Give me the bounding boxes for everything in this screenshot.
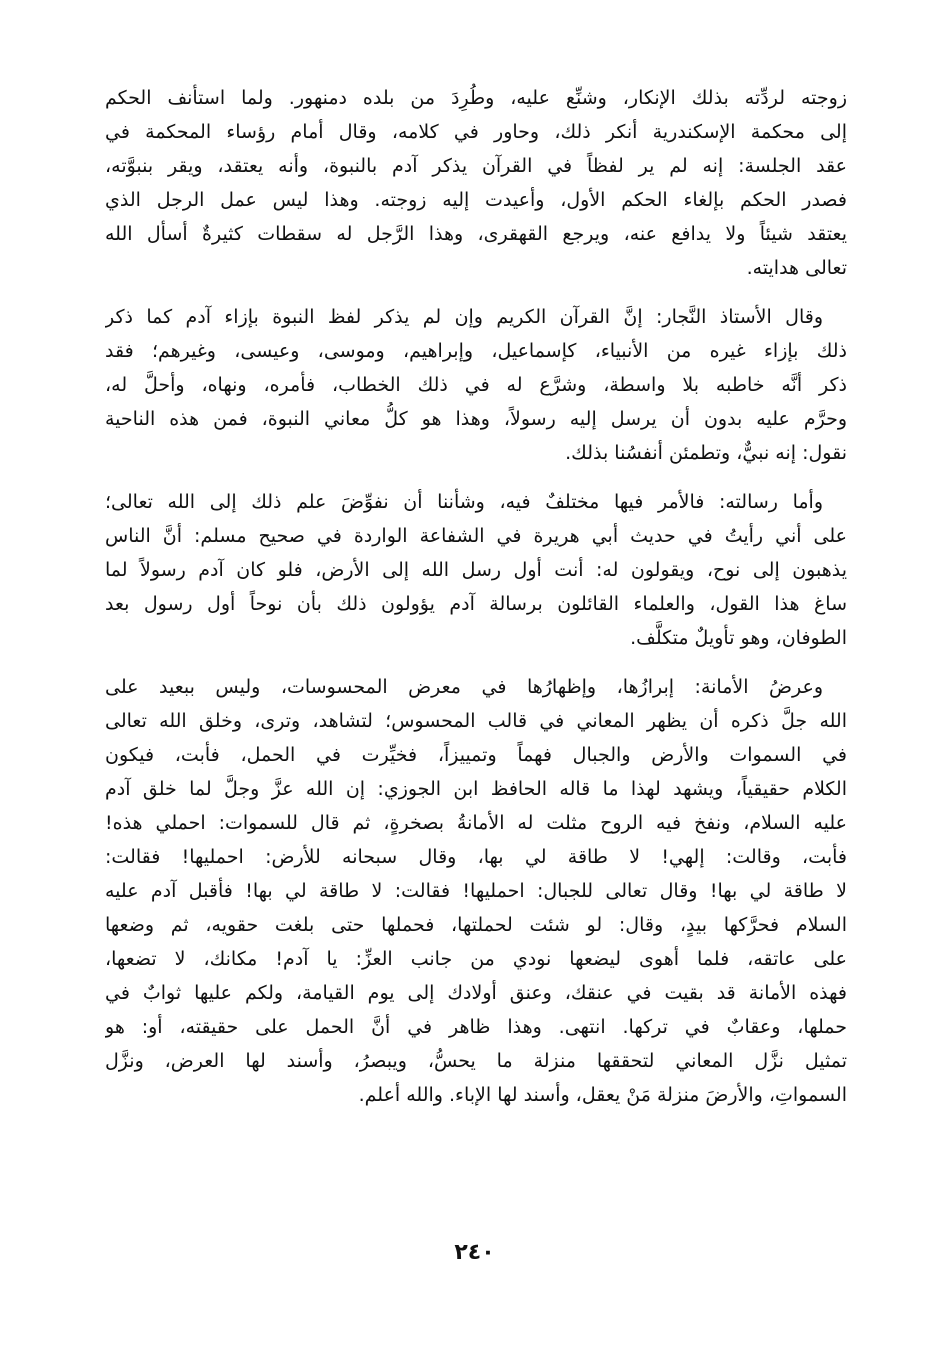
text-line: الطوفان، وهو تأويلٌ متكلَّف. <box>630 627 847 649</box>
paragraph <box>105 81 847 285</box>
text-line: الكلام حقيقياً، ويشهد لهذا ما قاله الحافظ ابن الجوزي: إن الله عزَّ وجلَّ لما خلق آدم <box>105 778 847 800</box>
paragraph <box>105 300 847 470</box>
text-line: على عاتقه، فلما أهوى ليضعها نودي من جانب العزِّ: يا آدم! مكانك، لا تضعها، <box>105 948 847 970</box>
text-line: زوجته لردِّته بذلك الإنكار، وشنِّع عليه، وطُرِدَ من بلده دمنهور. ولما استأنف الحكم <box>105 87 847 109</box>
paragraph <box>105 670 847 1112</box>
text-line: يعتقد شيئاً ولا يدافع عنه، ويرجع القهقرى، وهذا الرَّجل له سقطات كثيرةٌ أسأل الله <box>105 223 847 245</box>
text-line: فهذه الأمانة قد بقيت في عنقك، وعنق أولادك إلى يوم القيامة، ولكم عليها ثوابٌ في <box>105 982 847 1004</box>
text-line: ذكر أنَّه خاطبه بلا واسطة، وشرَّع له في ذلك الخطاب، فأمره، ونهاه، وأحلَّ له، <box>105 374 847 396</box>
text-line: تعالى هدايته. <box>746 257 847 279</box>
text-line: عقد الجلسة: إنه لم ير لفظاً في القرآن يذكر آدم بالنبوة، وأنه يعتقد، ويقر بنبوَّته، <box>105 155 847 177</box>
text-line: وحرَّم عليه بدون أن يرسل إليه رسولاً، وهذا هو كلُّ معاني النبوة، فمن هذه الناحية <box>105 408 847 430</box>
text-line: عليه السلام، ونفخ فيه الروح مثلت له الأمانةُ بصخرةٍ، ثم قال للسموات: احملي هذه! <box>105 812 847 834</box>
text-line: ساغ هذا القول، والعلماء القائلون برسالة آدم يؤولون ذلك بأن نوحاً أول رسول بعد <box>105 593 847 615</box>
page-body <box>105 81 847 1112</box>
text-line: الله جلَّ ذكره أن يظهر المعاني في قالب المحسوس؛ لتشاهد، وترى، وخلق الله تعالى <box>105 710 847 732</box>
text-line: وعرضُ الأمانة: إبرازُها، وإظهارُها في معرض المحسوسات، وليس ببعيد على <box>105 676 823 698</box>
text-line: تمثيل نزَّل المعاني لتحققها منزلة ما يحسُّ، ويبصرُ، وأسند لها العرض، ونزَّل <box>105 1050 847 1072</box>
text-line: فصدر الحكم بإلغاء الحكم الأول، وأعيدت إليه زوجته. وهذا ليس عمل الرجل الذي <box>105 189 847 211</box>
text-line: نقول: إنه نبيٌّ، وتطمئن أنفسُنا بذلك. <box>565 442 847 464</box>
text-line: ذلك بإزاء غيره من الأنبياء، كإسماعيل، وإبراهيم، وموسى، وعيسى، وغيرهم؛ فقد <box>105 340 847 362</box>
text-line: على أني رأيتُ في حديث أبي هريرة في الشفاعة الواردة في صحيح مسلم: أنَّ الناس <box>105 525 847 547</box>
text-line: وقال الأستاذ النَّجار: إنَّ القرآن الكريم وإن لم يذكر لفظ النبوة بإزاء آدم كما ذكر <box>105 306 823 328</box>
page-number: ٢٤٠ <box>454 1240 495 1265</box>
text-line: حملها، وعقابٌ في تركها. انتهى. وهذا ظاهر في أنَّ الحمل على حقيقته، أو: هو <box>105 1016 847 1038</box>
text-line: السلام فحرَّكها بيدٍ، وقال: لو شئت لحملتها، فحملها حتى بلغت حقويه، ثم وضعها <box>105 914 847 936</box>
text-line: فأبت، وقالت: إلهي! لا طاقة لي بها، وقال سبحانه للأرض: احمليها! فقالت: <box>105 846 847 868</box>
text-line: إلى محكمة الإسكندرية أنكر ذلك، وحاور في كلامه، وقال أمام رؤساء المحكمة في <box>105 121 847 143</box>
text-line: لا طاقة لي بها! وقال تعالى للجبال: احمليها! فقالت: لا طاقة لي بها! فأقبل آدم عليه <box>105 880 847 902</box>
text-line: في السموات والأرض والجبال فهماً وتمييزاً، فخيِّرت في الحمل، فأبت، فيكون <box>105 744 847 766</box>
text-line: وأما رسالته: فالأمر فيها مختلفٌ فيه، وشأننا أن نفوِّضَ علم ذلك إلى الله تعالى؛ <box>105 491 823 513</box>
text-line: السمواتِ، والأرضَ منزلة مَنْ يعقل، وأسند لها الإباء. والله أعلم. <box>358 1084 847 1106</box>
paragraph <box>105 485 847 655</box>
text-line: يذهبون إلى نوح، ويقولون له: أنت أول رسل الله إلى الأرض، فلو كان آدم رسولاً لما <box>105 559 847 581</box>
